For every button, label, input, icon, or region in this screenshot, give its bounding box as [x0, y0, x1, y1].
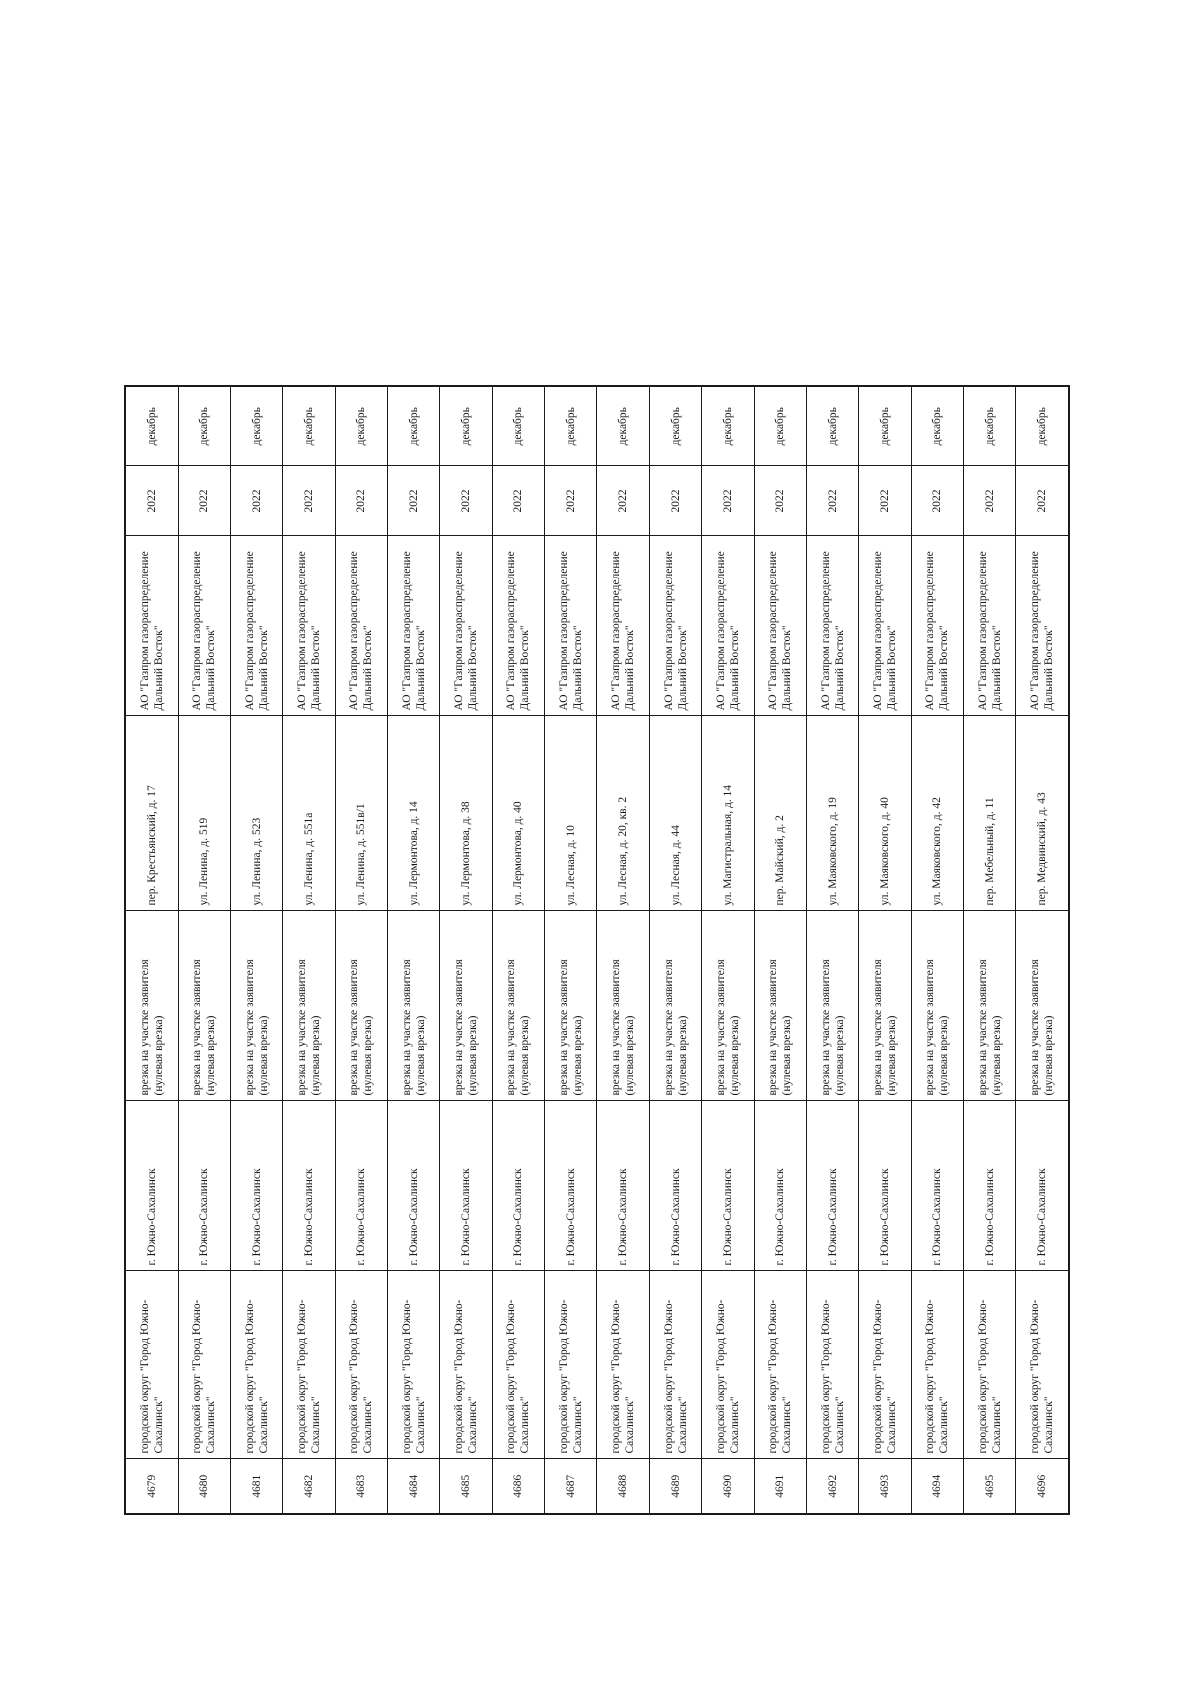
organization-cell: АО "Газпром газораспределение Дальний Восток" [388, 536, 440, 716]
work-type-cell: врезка на участке заявителя (нулевая врезка) [911, 911, 963, 1101]
month-cell: декабрь [283, 386, 335, 466]
municipality-cell: городской округ "Город Южно-Сахалинск" [963, 1271, 1015, 1459]
row-number-cell: 4692 [806, 1459, 858, 1514]
work-type-cell: врезка на участке заявителя (нулевая врезка) [649, 911, 701, 1101]
city-cell: г. Южно-Сахалинск [492, 1101, 544, 1271]
year-cell: 2022 [178, 466, 230, 536]
organization-cell: АО "Газпром газораспределение Дальний Восток" [597, 536, 649, 716]
month-cell: декабрь [702, 386, 754, 466]
row-number-cell: 4694 [911, 1459, 963, 1514]
row-number-cell: 4689 [649, 1459, 701, 1514]
year-cell: 2022 [806, 466, 858, 536]
row-number-cell: 4685 [440, 1459, 492, 1514]
month-cell: декабрь [597, 386, 649, 466]
municipality-cell: городской округ "Город Южно-Сахалинск" [649, 1271, 701, 1459]
organization-cell: АО "Газпром газораспределение Дальний Восток" [545, 536, 597, 716]
table-row [388, 386, 440, 1514]
table-row [702, 386, 754, 1514]
year-cell: 2022 [1016, 466, 1069, 536]
city-cell: г. Южно-Сахалинск [440, 1101, 492, 1271]
municipality-cell: городской округ "Город Южно-Сахалинск" [754, 1271, 806, 1459]
month-cell: декабрь [545, 386, 597, 466]
work-type-cell: врезка на участке заявителя (нулевая врезка) [388, 911, 440, 1101]
month-cell: декабрь [649, 386, 701, 466]
table-row [231, 386, 283, 1514]
month-cell: декабрь [335, 386, 387, 466]
organization-cell: АО "Газпром газораспределение Дальний Восток" [1016, 536, 1069, 716]
address-cell: ул. Маяковского, д. 19 [806, 716, 858, 911]
year-cell: 2022 [911, 466, 963, 536]
municipality-cell: городской округ "Город Южно-Сахалинск" [178, 1271, 230, 1459]
organization-cell: АО "Газпром газораспределение Дальний Восток" [702, 536, 754, 716]
row-number-cell: 4683 [335, 1459, 387, 1514]
municipality-cell: городской округ "Город Южно-Сахалинск" [911, 1271, 963, 1459]
city-cell: г. Южно-Сахалинск [649, 1101, 701, 1271]
table-row [754, 386, 806, 1514]
year-cell: 2022 [754, 466, 806, 536]
city-cell: г. Южно-Сахалинск [125, 1101, 178, 1271]
municipality-cell: городской округ "Город Южно-Сахалинск" [806, 1271, 858, 1459]
work-type-cell: врезка на участке заявителя (нулевая врезка) [702, 911, 754, 1101]
row-number-cell: 4687 [545, 1459, 597, 1514]
row-number-cell: 4695 [963, 1459, 1015, 1514]
organization-cell: АО "Газпром газораспределение Дальний Восток" [649, 536, 701, 716]
table-row [859, 386, 911, 1514]
address-cell: ул. Магистральная, д. 14 [702, 716, 754, 911]
organization-cell: АО "Газпром газораспределение Дальний Восток" [283, 536, 335, 716]
address-cell: ул. Ленина, д. 551в/1 [335, 716, 387, 911]
address-cell: ул. Лермонтова, д. 14 [388, 716, 440, 911]
work-type-cell: врезка на участке заявителя (нулевая врезка) [597, 911, 649, 1101]
row-number-cell: 4680 [178, 1459, 230, 1514]
organization-cell: АО "Газпром газораспределение Дальний Восток" [440, 536, 492, 716]
year-cell: 2022 [125, 466, 178, 536]
work-type-cell: врезка на участке заявителя (нулевая врезка) [1016, 911, 1069, 1101]
city-cell: г. Южно-Сахалинск [859, 1101, 911, 1271]
month-cell: декабрь [492, 386, 544, 466]
municipality-cell: городской округ "Город Южно-Сахалинск" [388, 1271, 440, 1459]
work-type-cell: врезка на участке заявителя (нулевая врезка) [806, 911, 858, 1101]
organization-cell: АО "Газпром газораспределение Дальний Восток" [231, 536, 283, 716]
year-cell: 2022 [649, 466, 701, 536]
month-cell: декабрь [806, 386, 858, 466]
month-cell: декабрь [388, 386, 440, 466]
address-cell: ул. Лермонтова, д. 40 [492, 716, 544, 911]
month-cell: декабрь [125, 386, 178, 466]
organization-cell: АО "Газпром газораспределение Дальний Восток" [911, 536, 963, 716]
work-type-cell: врезка на участке заявителя (нулевая врезка) [754, 911, 806, 1101]
city-cell: г. Южно-Сахалинск [545, 1101, 597, 1271]
municipality-cell: городской округ "Город Южно-Сахалинск" [859, 1271, 911, 1459]
city-cell: г. Южно-Сахалинск [1016, 1101, 1069, 1271]
address-cell: ул. Лесная, д. 44 [649, 716, 701, 911]
organization-cell: АО "Газпром газораспределение Дальний Восток" [125, 536, 178, 716]
month-cell: декабрь [440, 386, 492, 466]
row-number-cell: 4681 [231, 1459, 283, 1514]
address-cell: ул. Лесная, д. 10 [545, 716, 597, 911]
year-cell: 2022 [859, 466, 911, 536]
year-cell: 2022 [231, 466, 283, 536]
table-row [911, 386, 963, 1514]
month-cell: декабрь [911, 386, 963, 466]
table-row [963, 386, 1015, 1514]
row-number-cell: 4679 [125, 1459, 178, 1514]
address-cell: ул. Лермонтова, д. 38 [440, 716, 492, 911]
city-cell: г. Южно-Сахалинск [335, 1101, 387, 1271]
organization-cell: АО "Газпром газораспределение Дальний Восток" [806, 536, 858, 716]
month-cell: декабрь [178, 386, 230, 466]
work-type-cell: врезка на участке заявителя (нулевая врезка) [231, 911, 283, 1101]
city-cell: г. Южно-Сахалинск [178, 1101, 230, 1271]
work-type-cell: врезка на участке заявителя (нулевая врезка) [859, 911, 911, 1101]
row-number-cell: 4693 [859, 1459, 911, 1514]
municipality-cell: городской округ "Город Южно-Сахалинск" [283, 1271, 335, 1459]
organization-cell: АО "Газпром газораспределение Дальний Восток" [754, 536, 806, 716]
table-row [178, 386, 230, 1514]
municipality-cell: городской округ "Город Южно-Сахалинск" [125, 1271, 178, 1459]
address-cell: пер. Медвинский, д. 43 [1016, 716, 1069, 911]
row-number-cell: 4690 [702, 1459, 754, 1514]
city-cell: г. Южно-Сахалинск [754, 1101, 806, 1271]
month-cell: декабрь [231, 386, 283, 466]
municipality-cell: городской округ "Город Южно-Сахалинск" [335, 1271, 387, 1459]
city-cell: г. Южно-Сахалинск [702, 1101, 754, 1271]
table-row [597, 386, 649, 1514]
work-type-cell: врезка на участке заявителя (нулевая врезка) [283, 911, 335, 1101]
month-cell: декабрь [1016, 386, 1069, 466]
year-cell: 2022 [597, 466, 649, 536]
row-number-cell: 4682 [283, 1459, 335, 1514]
work-type-cell: врезка на участке заявителя (нулевая врезка) [178, 911, 230, 1101]
year-cell: 2022 [335, 466, 387, 536]
table-row [1016, 386, 1069, 1514]
municipality-cell: городской округ "Город Южно-Сахалинск" [492, 1271, 544, 1459]
rotated-page-content [124, 387, 1070, 1515]
city-cell: г. Южно-Сахалинск [806, 1101, 858, 1271]
row-number-cell: 4696 [1016, 1459, 1069, 1514]
address-cell: ул. Ленина, д. 551а [283, 716, 335, 911]
table-row [492, 386, 544, 1514]
organization-cell: АО "Газпром газораспределение Дальний Восток" [178, 536, 230, 716]
address-cell: ул. Ленина, д. 523 [231, 716, 283, 911]
table-row [283, 386, 335, 1514]
year-cell: 2022 [388, 466, 440, 536]
table-row [545, 386, 597, 1514]
address-cell: пер. Мебельный, д. 11 [963, 716, 1015, 911]
month-cell: декабрь [859, 386, 911, 466]
municipality-cell: городской округ "Город Южно-Сахалинск" [231, 1271, 283, 1459]
address-cell: ул. Ленина, д. 519 [178, 716, 230, 911]
address-cell: ул. Маяковского, д. 40 [859, 716, 911, 911]
organization-cell: АО "Газпром газораспределение Дальний Восток" [492, 536, 544, 716]
work-type-cell: врезка на участке заявителя (нулевая врезка) [963, 911, 1015, 1101]
registry-table-body [125, 386, 1069, 1514]
table-row [125, 386, 178, 1514]
work-type-cell: врезка на участке заявителя (нулевая врезка) [440, 911, 492, 1101]
municipality-cell: городской округ "Город Южно-Сахалинск" [545, 1271, 597, 1459]
municipality-cell: городской округ "Город Южно-Сахалинск" [702, 1271, 754, 1459]
registry-table [124, 385, 1070, 1515]
city-cell: г. Южно-Сахалинск [963, 1101, 1015, 1271]
table-row [649, 386, 701, 1514]
city-cell: г. Южно-Сахалинск [597, 1101, 649, 1271]
work-type-cell: врезка на участке заявителя (нулевая врезка) [335, 911, 387, 1101]
address-cell: ул. Лесная, д. 20, кв. 2 [597, 716, 649, 911]
work-type-cell: врезка на участке заявителя (нулевая врезка) [545, 911, 597, 1101]
municipality-cell: городской округ "Город Южно-Сахалинск" [440, 1271, 492, 1459]
city-cell: г. Южно-Сахалинск [283, 1101, 335, 1271]
city-cell: г. Южно-Сахалинск [388, 1101, 440, 1271]
address-cell: пер. Майский, д. 2 [754, 716, 806, 911]
year-cell: 2022 [702, 466, 754, 536]
address-cell: ул. Маяковского, д. 42 [911, 716, 963, 911]
row-number-cell: 4686 [492, 1459, 544, 1514]
organization-cell: АО "Газпром газораспределение Дальний Восток" [859, 536, 911, 716]
row-number-cell: 4691 [754, 1459, 806, 1514]
year-cell: 2022 [440, 466, 492, 536]
table-row [440, 386, 492, 1514]
organization-cell: АО "Газпром газораспределение Дальний Восток" [335, 536, 387, 716]
year-cell: 2022 [963, 466, 1015, 536]
work-type-cell: врезка на участке заявителя (нулевая врезка) [125, 911, 178, 1101]
month-cell: декабрь [754, 386, 806, 466]
year-cell: 2022 [492, 466, 544, 536]
city-cell: г. Южно-Сахалинск [231, 1101, 283, 1271]
organization-cell: АО "Газпром газораспределение Дальний Восток" [963, 536, 1015, 716]
month-cell: декабрь [963, 386, 1015, 466]
municipality-cell: городской округ "Город Южно-Сахалинск" [597, 1271, 649, 1459]
year-cell: 2022 [283, 466, 335, 536]
city-cell: г. Южно-Сахалинск [911, 1101, 963, 1271]
row-number-cell: 4688 [597, 1459, 649, 1514]
work-type-cell: врезка на участке заявителя (нулевая врезка) [492, 911, 544, 1101]
table-row [335, 386, 387, 1514]
address-cell: пер. Крестьянский, д. 17 [125, 716, 178, 911]
row-number-cell: 4684 [388, 1459, 440, 1514]
table-row [806, 386, 858, 1514]
year-cell: 2022 [545, 466, 597, 536]
municipality-cell: городской округ "Город Южно-Сахалинск" [1016, 1271, 1069, 1459]
